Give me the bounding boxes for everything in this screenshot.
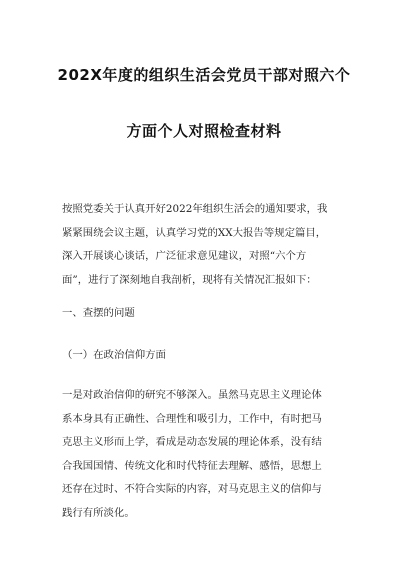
intro-line: 面”，进行了深刻地自我剖析，现将有关情况汇报如下： [62, 273, 317, 286]
section-heading-text: 一、查摆的问题 [62, 307, 135, 319]
body-line: 一是对政治信仰的研究不够深入。虽然马克思主义理论体 [62, 389, 322, 401]
document-title-line-1: 202X年度的组织生活会党员干部对照六个 [57, 66, 351, 84]
intro-line: 按照党委关于认真开好2022年组织生活会的通知要求，我 [62, 203, 328, 215]
subsection-heading-text: （一）在政治信仰方面 [62, 349, 166, 361]
body-paragraph [62, 384, 354, 525]
document-title-line-2: 方面个人对照检查材料 [126, 122, 282, 140]
subsection-heading [62, 344, 354, 368]
section-heading [62, 302, 354, 326]
intro-line: 深入开展谈心谈话，广泛征求意见建议，对照“六个方 [62, 250, 307, 262]
body-line: 系本身具有正确性、合理性和吸引力，工作中，有时把马 [62, 412, 322, 425]
body-line: 合我国国情、传统文化和时代特征去理解、感悟，思想上 [62, 459, 322, 472]
body-line: 克思主义形而上学，看成是动态发展的理论体系，没有结 [62, 436, 322, 448]
body-line: 还存在过时、不符合实际的内容，对马克思主义的信仰与 [62, 483, 322, 495]
intro-line: 紧紧围绕会议主题，认真学习党的XX大报告等规定篇目， [62, 226, 327, 239]
intro-paragraph [62, 198, 354, 292]
body-line: 践行有所淡化。 [62, 506, 135, 519]
